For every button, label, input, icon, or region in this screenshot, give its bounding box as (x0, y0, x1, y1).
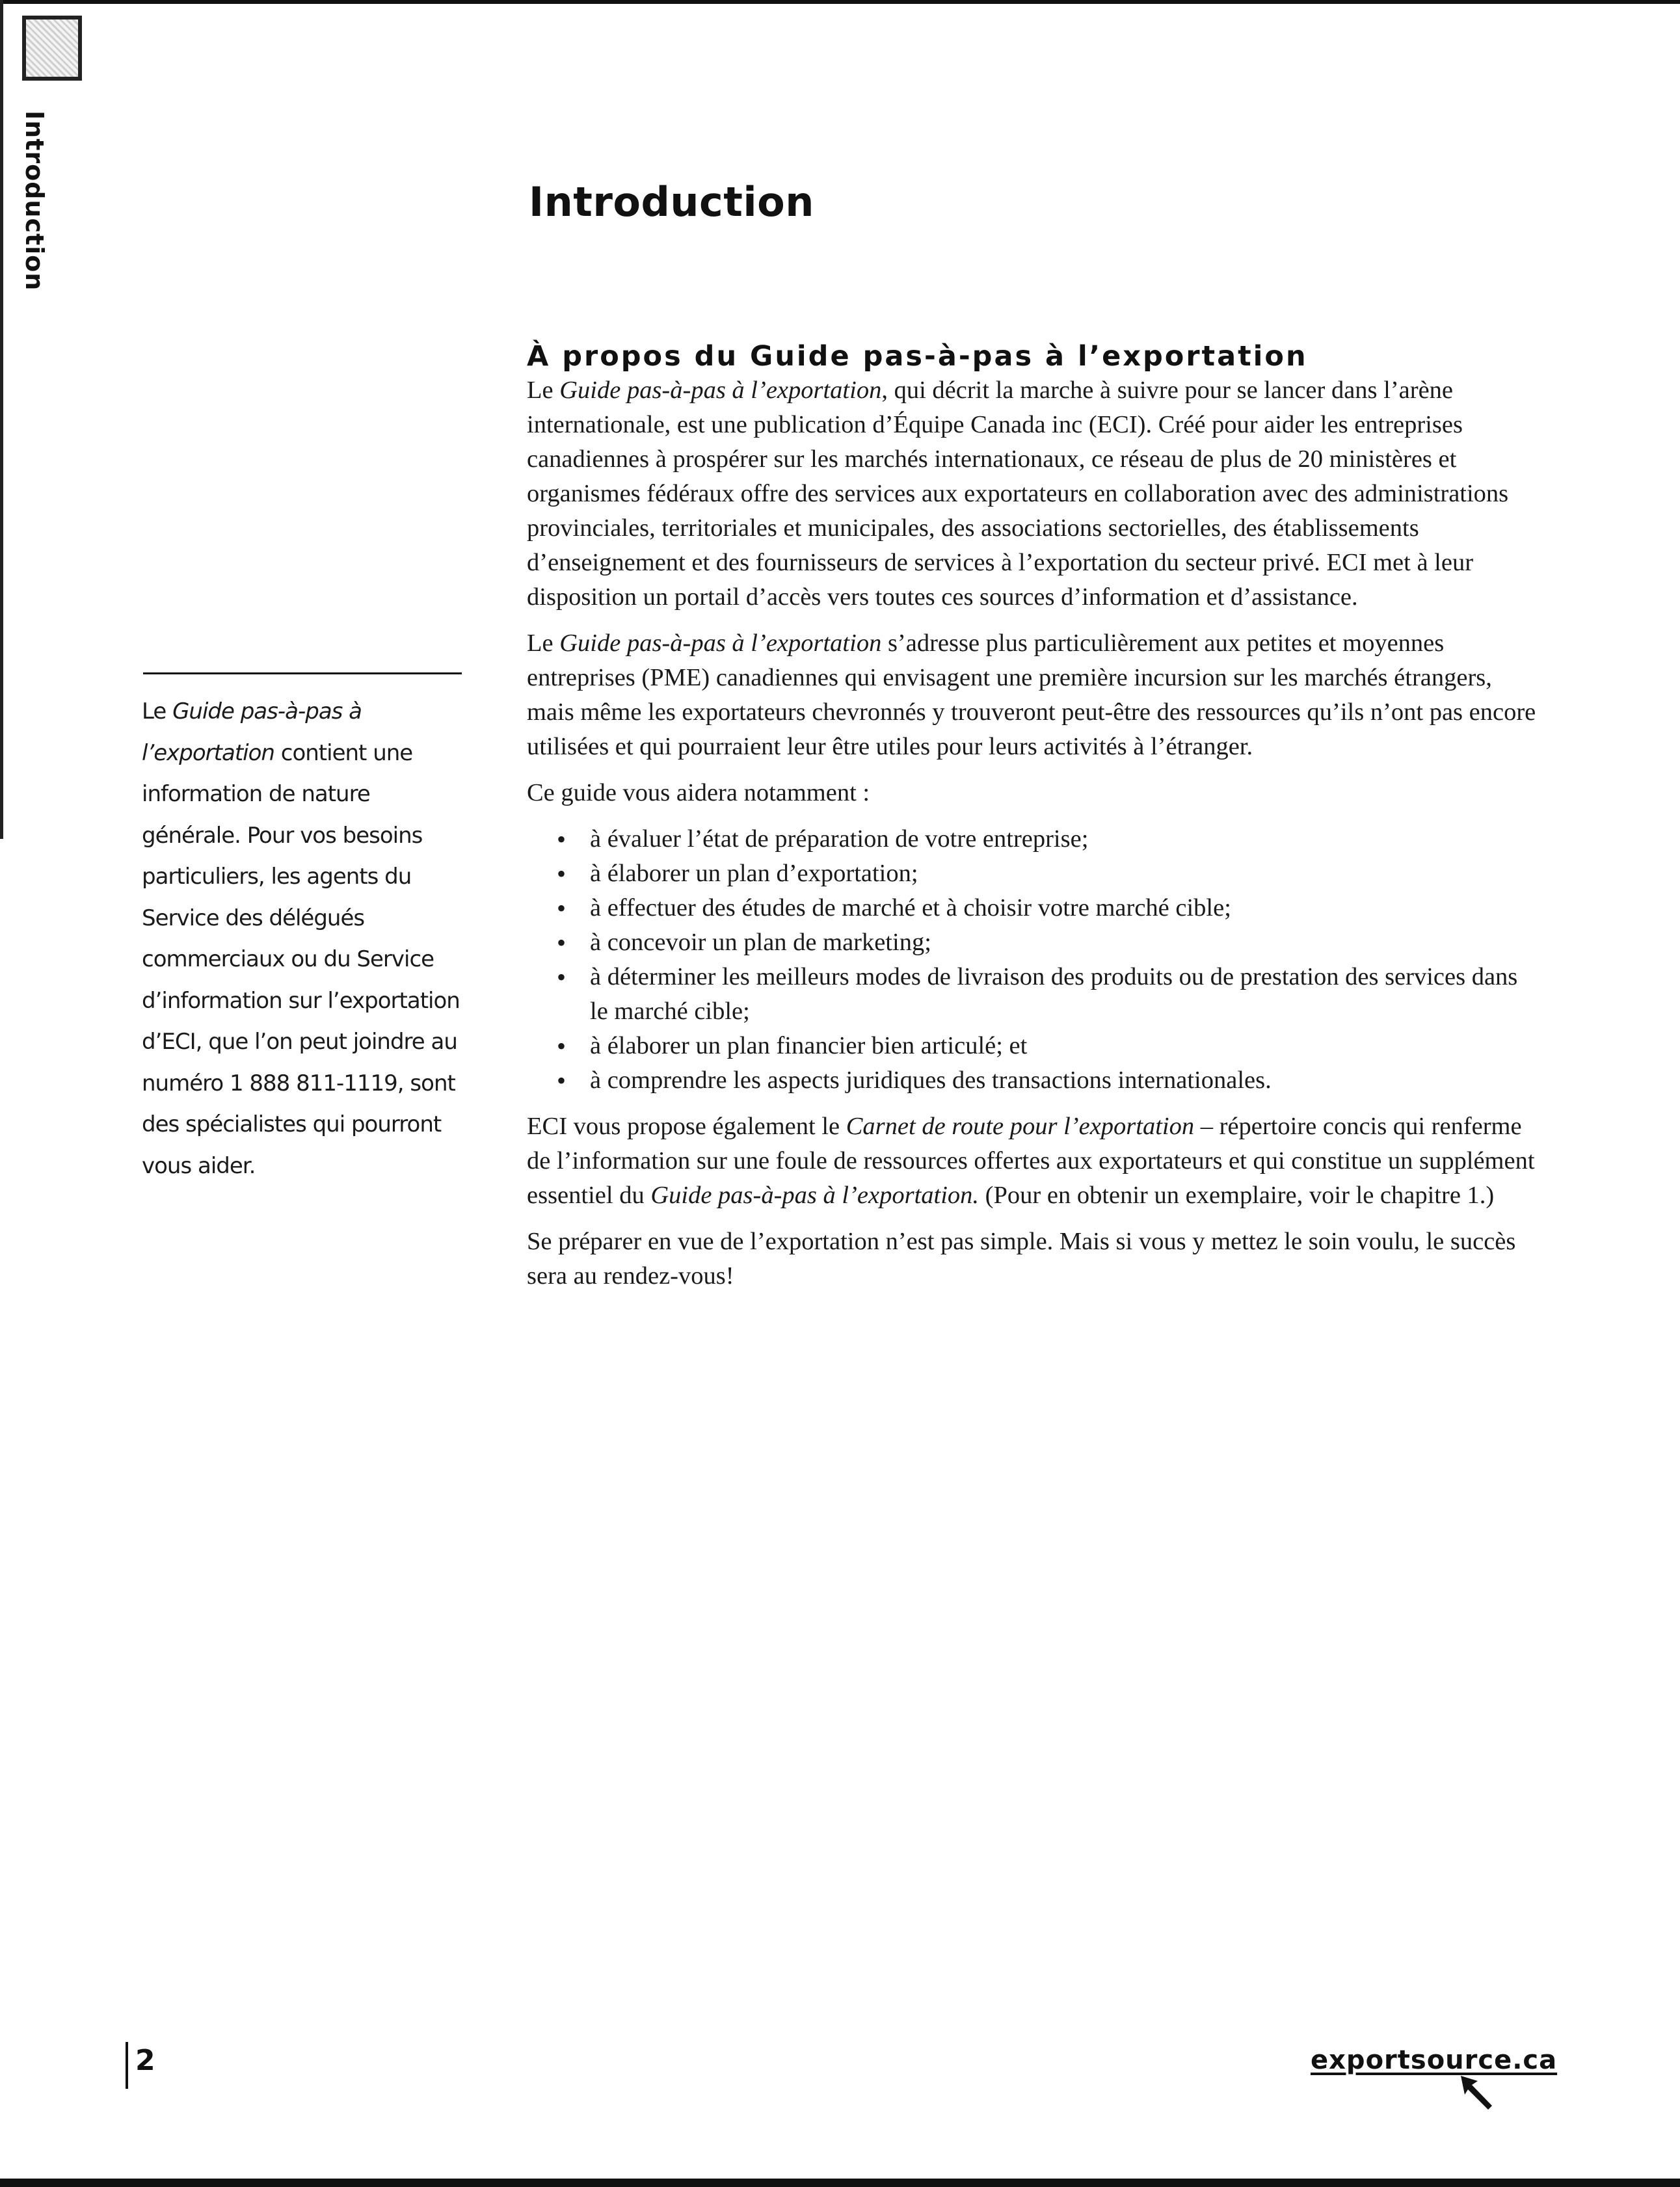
sidebar-post: contient une information de nature générale. Pour vos besoins particuliers, les agents du Service des délégués commerciaux ou du Service d’information sur l’exportation d’ECI, que l’on peut joindre au numéro 1 888 811-1119, sont des spécialistes qui pourront vous aider. (142, 739, 460, 1179)
paragraph-3-title-1: Carnet de route pour l’exportation (846, 1113, 1195, 1140)
paragraph-2 (527, 626, 1541, 764)
corner-texture-icon (22, 16, 82, 81)
bullet-list (527, 822, 1541, 1098)
page-title: Introduction (529, 178, 814, 226)
list-item: • à élaborer un plan financier bien articulé; et (527, 1029, 1541, 1063)
top-rule (0, 0, 1680, 4)
sidebar-title: Guide pas-à-pas à l’exportation (142, 698, 362, 766)
paragraph-4: Se préparer en vue de l’exportation n’est pas simple. Mais si vous y mettez le soin voulu, le succès sera au rendez-vous! (527, 1228, 1516, 1290)
paragraph-3-pre: ECI vous propose également le (527, 1113, 846, 1140)
paragraph-2-pre: Le (527, 630, 560, 657)
paragraph-2-post: s’adresse plus particulièrement aux petites et moyennes entreprises (PME) canadiennes qui envisagent une première incursion sur les marchés étrangers, mais même les exportateurs chevronnés y trouveront peut-être des ressources qu’ils n’ont pas encore utilisées et qui pourraient leur être utiles pour leurs activités à l’étranger. (527, 630, 1536, 760)
paragraph-3-mid: – répertoire concis qui renferme de l’information sur une foule de ressources offertes aux exportateurs et qui constitue un supplément essentiel du (527, 1113, 1535, 1209)
bottom-rule (0, 2179, 1680, 2187)
paragraph-3-title-2: Guide pas-à-pas à l’exportation. (650, 1182, 980, 1209)
paragraph-1-title: Guide pas-à-pas à l’exportation (559, 377, 882, 404)
cursor-arrow-icon (1458, 2073, 1497, 2112)
list-item: • à élaborer un plan d’exportation; (527, 856, 1541, 891)
left-edge (0, 0, 3, 839)
paragraph-1-post: , qui décrit la marche à suivre pour se lancer dans l’arène internationale, est une publication d’Équipe Canada inc (ECI). Créé pour aider les entreprises canadiennes à prospérer sur les marchés internationaux, ce réseau de plus de 20 ministères et organismes fédéraux offre des services aux exportateurs en collaboration avec des administrations provinciales, territoriales et municipales, des associations sectorielles, des établissements d’enseignement et des fournisseurs de services à l’exportation du secteur privé. ECI met à leur disposition un portail d’accès vers toutes ces sources d’information et d’assistance. (527, 377, 1509, 611)
footer-link[interactable]: exportsource.ca (1311, 2045, 1558, 2075)
list-item: • à déterminer les meilleurs modes de livraison des produits ou de prestation des services dans le marché cible; (527, 960, 1541, 1029)
sidebar-pre: Le (142, 698, 173, 724)
list-item: • à concevoir un plan de marketing; (527, 925, 1541, 960)
side-tab-label: Introduction (20, 111, 49, 291)
paragraph-1 (527, 373, 1541, 615)
section-heading: À propos du Guide pas-à-pas à l’exportation (527, 340, 1308, 373)
page-number-bar (126, 2042, 128, 2089)
paragraph-1-pre: Le (527, 377, 560, 404)
list-intro: Ce guide vous aidera notamment : (527, 779, 870, 806)
list-item: • à effectuer des études de marché et à choisir votre marché cible; (527, 891, 1541, 925)
main-content (527, 339, 1541, 1305)
page-number: 2 (135, 2044, 155, 2077)
paragraph-2-title: Guide pas-à-pas à l’exportation (559, 630, 882, 657)
paragraph-3 (527, 1109, 1541, 1213)
list-item: • à évaluer l’état de préparation de votre entreprise; (527, 822, 1541, 856)
paragraph-3-post: (Pour en obtenir un exemplaire, voir le chapitre 1.) (979, 1182, 1495, 1209)
list-item: • à comprendre les aspects juridiques des transactions internationales. (527, 1063, 1541, 1098)
sidebar-rule (143, 672, 462, 674)
sidebar-note (142, 691, 467, 1187)
